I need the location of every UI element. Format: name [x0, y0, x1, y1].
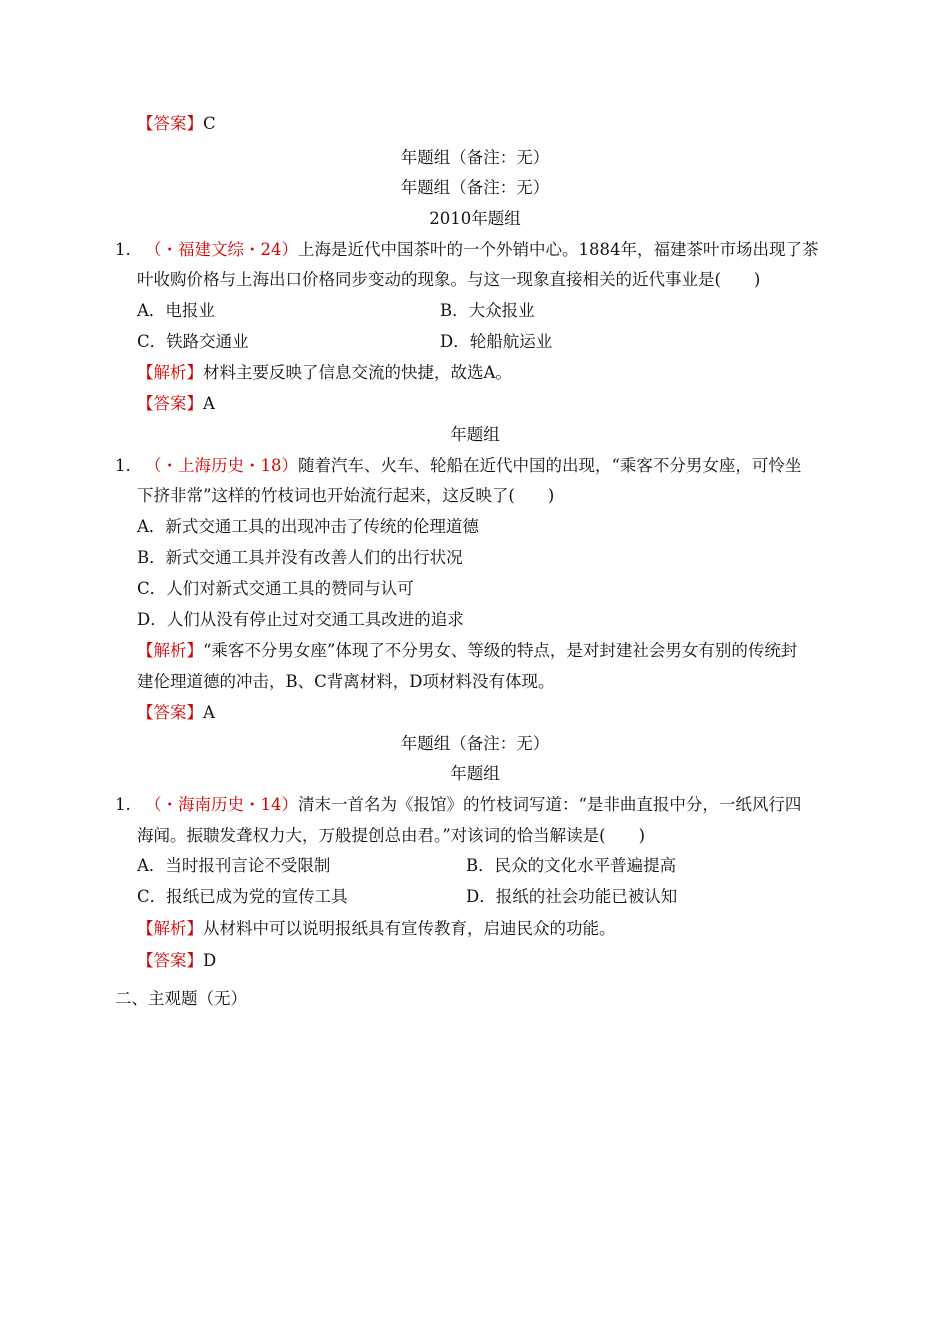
analysis-text: 从材料中可以说明报纸具有宣传教育，启迪民众的功能。 — [203, 919, 616, 938]
answer-label: 【答案】 — [137, 703, 203, 722]
question-stem — [145, 455, 801, 477]
option-d: D．人们从没有停止过对交通工具改进的追求 — [137, 610, 464, 629]
analysis-label: 【解析】 — [137, 363, 203, 382]
analysis-label: 【解析】 — [137, 919, 203, 938]
analysis-line — [137, 362, 512, 384]
analysis-text: 建伦理道德的冲击，B、C背离材料，D项材料没有体现。 — [137, 672, 555, 691]
question-number: 1. — [115, 456, 131, 475]
analysis-text: “乘客不分男女座”体现了不分男女、等级的特点，是对封建社会男女有别的传统封 — [203, 641, 798, 660]
option-d: D．轮船航运业 — [440, 332, 553, 351]
answer-label: 【答案】 — [137, 114, 203, 133]
option-c: C．人们对新式交通工具的赞同与认可 — [137, 579, 414, 598]
answer-value: C — [203, 114, 216, 133]
section-heading: 2010年题组 — [429, 209, 521, 228]
option-c: C．报纸已成为党的宣传工具 — [137, 887, 348, 906]
option-a: A．当时报刊言论不受限制 — [137, 856, 331, 875]
answer-line — [137, 393, 215, 415]
question-text: 随着汽车、火车、轮船在近代中国的出现，“乘客不分男女座，可怜坐 — [298, 456, 802, 475]
answer-line — [137, 702, 215, 724]
question-stem — [145, 794, 801, 816]
question-number: 1. — [115, 240, 131, 259]
section-heading: 年题组（备注：无） — [400, 178, 550, 197]
question-source: （・福建文综・24） — [145, 240, 298, 259]
answer-value: D — [203, 951, 217, 970]
section-heading: 年题组（备注：无） — [400, 148, 550, 167]
analysis-text: 材料主要反映了信息交流的快捷，故选A。 — [203, 363, 512, 382]
option-a: A．新式交通工具的出现冲击了传统的伦理道德 — [137, 517, 479, 536]
question-source: （・海南历史・14） — [145, 795, 298, 814]
option-c: C．铁路交通业 — [137, 332, 249, 351]
question-number: 1. — [115, 795, 131, 814]
question-text: 叶收购价格与上海出口价格同步变动的现象。与这一现象直接相关的近代事业是( ) — [137, 270, 761, 289]
analysis-line — [137, 640, 797, 662]
question-text: 海闻。振聩发聋权力大，万般提创总由君。”对该词的恰当解读是( ) — [137, 826, 646, 845]
section-title: 二、主观题（无） — [115, 989, 247, 1008]
question-text: 下挤非常”这样的竹枝词也开始流行起来，这反映了( ) — [137, 486, 555, 505]
option-b: B．大众报业 — [440, 301, 535, 320]
question-text: 清末一首名为《报馆》的竹枝词写道：“是非曲直报中分，一纸风行四 — [298, 795, 802, 814]
answer-value: A — [203, 703, 215, 722]
answer-line — [137, 113, 216, 135]
answer-label: 【答案】 — [137, 394, 203, 413]
option-b: B．新式交通工具并没有改善人们的出行状况 — [137, 548, 463, 567]
question-stem — [145, 239, 819, 261]
section-heading: 年题组 — [450, 764, 500, 783]
question-text: 上海是近代中国茶叶的一个外销中心。1884年，福建茶叶市场出现了茶 — [298, 240, 819, 259]
answer-label: 【答案】 — [137, 951, 203, 970]
option-b: B．民众的文化水平普遍提高 — [466, 856, 677, 875]
section-heading: 年题组（备注：无） — [400, 734, 550, 753]
analysis-line — [137, 918, 616, 940]
analysis-label: 【解析】 — [137, 641, 203, 660]
option-d: D．报纸的社会功能已被认知 — [466, 887, 678, 906]
option-a: A．电报业 — [137, 301, 215, 320]
question-source: （・上海历史・18） — [145, 456, 298, 475]
answer-value: A — [203, 394, 215, 413]
section-heading: 年题组 — [450, 425, 500, 444]
answer-line — [137, 950, 216, 972]
